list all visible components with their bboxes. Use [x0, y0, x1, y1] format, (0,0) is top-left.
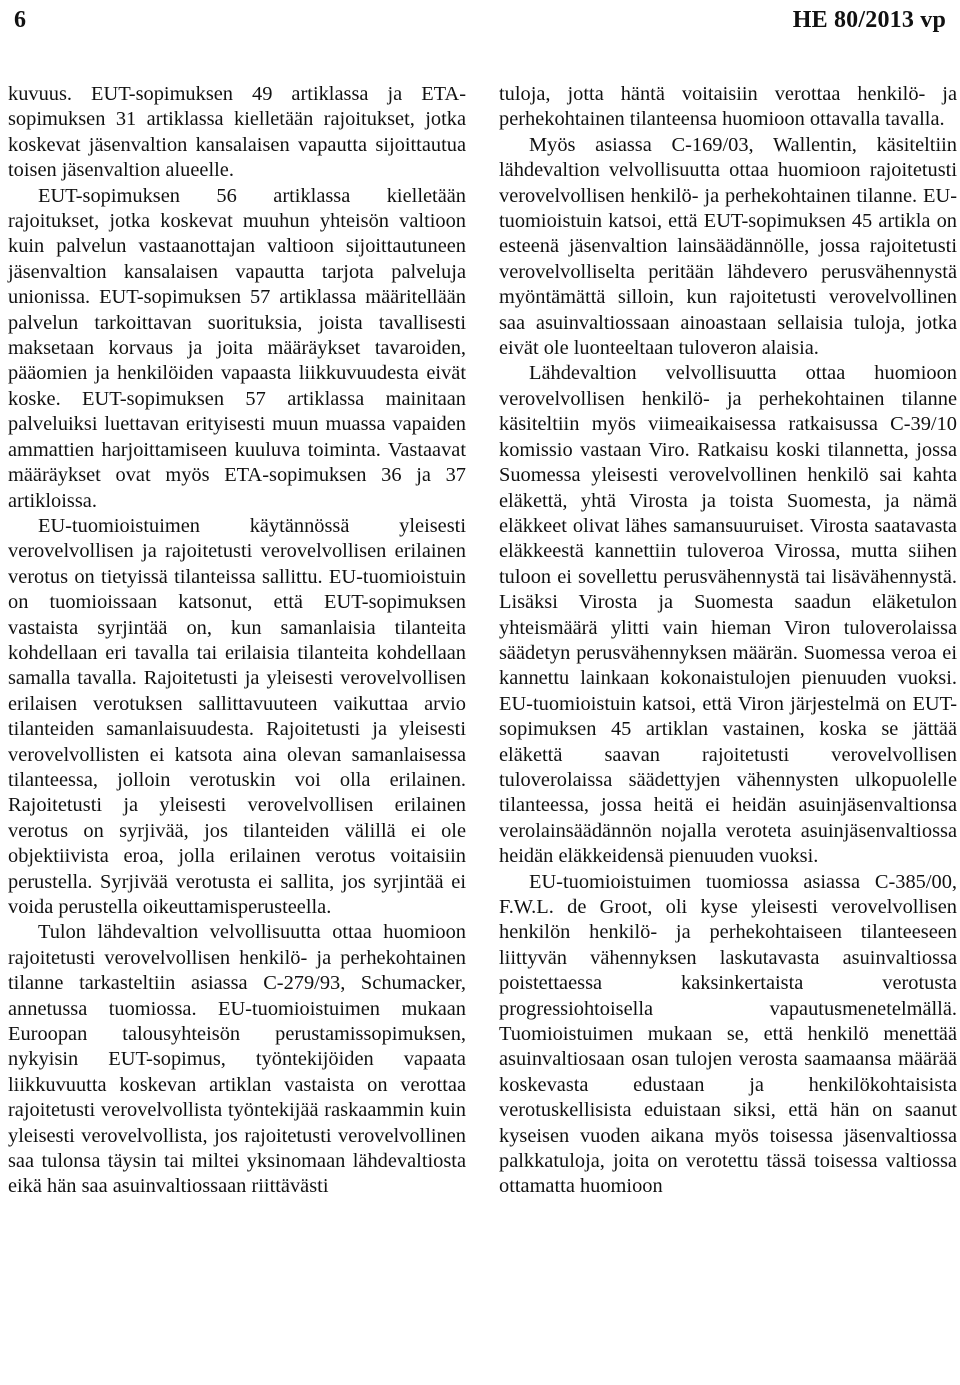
document-id: HE 80/2013 vp: [792, 7, 946, 33]
paragraph: EUT-sopimuksen 56 artiklassa kielletään rajoitukset, jotka koskevat muuhun yhteisön valtioon kuin palvelun vastaanottajan valtioon sijoittautuneen jäsenvaltion kansalaisen vapautta tarjota palveluja unionissa. EUT-sopimuksen 57 artiklassa määritellään palvelun tarkoittavan suorituksia, joista tavallisesti maksetaan korvaus ja joita määräykset tavaroiden, pääomien ja henkilöiden vapaasta liikkuvuudesta eivät koske. EUT-sopimuksen 57 artiklassa mainitaan palveluiksi luettavan erityisesti muun muassa vapaiden ammattien harjoittamiseen kuuluva toiminta. Vastaavat määräykset ovat myös ETA-sopimuksen 36 ja 37 artikloissa.: [8, 184, 466, 512]
page-number: 6: [14, 7, 26, 33]
paragraph: Myös asiassa C-169/03, Wallentin, käsiteltiin lähdevaltion velvollisuutta ottaa huomioon rajoitetusti verovelvollisen henkilö- ja perhekohtainen tilanne. EU-tuomioistuin katsoi, että EUT-sopimuksen 45 artikla on esteenä jäsenvaltion lainsäädännölle, jossa rajoitetusti verovelvolliselta peritään lähdevero perusvähennystä myöntämättä silloin, kun rajoitetusti verovelvollinen saa asuinvaltiossaan ainoastaan sellaisia tuloja, jotka eivät ole luonteeltaan tuloveron alaisia.: [499, 133, 957, 360]
paragraph: tuloja, jotta häntä voitaisiin verottaa henkilö- ja perhekohtainen tilanteensa huomioon ottavalla tavalla.: [499, 83, 957, 131]
paragraph: Tulon lähdevaltion velvollisuutta ottaa huomioon rajoitetusti verovelvollisen henkilö- ja perhekohtainen tilanne tarkasteltiin asiassa C-279/93, Schumacker, annetussa tuomiossa. EU-tuomioistuimen mukaan Euroopan talousyhteisön perustamissopimuksen, nykyisin EUT-sopimus, työntekijöiden vapaata liikkuvuutta koskevan artiklan vastaista on verottaa rajoitetusti verovelvollista työntekijää raskaammin kuin yleisesti verovelvollista, jos rajoitetusti verovelvollinen saa tulonsa täysin tai miltei yksinomaan lähdevaltiosta eikä hän saa asuinvaltiossaan riittävästi: [8, 921, 466, 1198]
right-column: [499, 82, 957, 1200]
left-column: [8, 82, 466, 1200]
paragraph: Lähdevaltion velvollisuutta ottaa huomioon verovelvollisen henkilö- ja perhekohtainen tilanne käsiteltiin myös viimeaikaisessa ratkaisussa C-39/10 komissio vastaan Viro. Ratkaisu koski tilannetta, jossa Suomessa yleisesti verovelvollinen henkilö sai kahta eläkettä, yhtä Virosta ja toista Suomesta, ja nämä eläkkeet olivat lähes samansuuruiset. Virosta saatavasta eläkkeestä kannettiin tuloveroa Virossa, mutta siihen tuloon ei sovellettu perusvähennystä tai lisävähennystä. Lisäksi Virosta ja Suomesta saadun eläketulon yhteismäärä ylitti vain hieman Viron tuloverolaissa säädetyn perusvähennyksen määrän. Suomessa veroa ei kannettu lainkaan kokonaistulojen pienuuden vuoksi. EU-tuomioistuin katsoi, että Viron järjestelmä on EUT-sopimuksen 45 artiklan vastainen, koska se jättää eläkettä saavan rajoitetusti verovelvollisen tuloverolaissa säädettyjen vähennysten ulkopuolelle tilanteessa, jossa heitä ei heidän asuinjäsenvaltionsa verolainsäädännön nojalla veroteta asuinjäsenvaltiossa heidän eläkkeidensä pienuuden vuoksi.: [499, 362, 957, 868]
paragraph: EU-tuomioistuimen tuomiossa asiassa C-385/00, F.W.L. de Groot, oli kyse yleisesti verovelvollisen henkilön henkilö- ja perhekohtaiseen tilanteeseen liittyvän vähennyksen laskutavasta asuinvaltiossa poistettaessa kaksinkertaista verotusta progressiohtoisella vapautusmenetelmällä. Tuomioistuimen mukaan se, että henkilö menettää asuinvaltiosaan osan tulojen verosta saamaansa määrää koskevasta edustaan ja henkilökohtaisista verotuskellisista eduistaan siksi, että hän on saanut kyseisen vuoden aikana myös toisessa jäsenvaltiossa palkkatuloja, joita on verotettu tässä toisessa valtiossa ottamatta huomioon: [499, 870, 957, 1198]
paragraph: EU-tuomioistuimen käytännössä yleisesti verovelvollisen ja rajoitetusti verovelvollisen erilainen verotus on tietyissä tilanteissa sallittu. EU-tuomioistuin on tuomioissaan katsonut, että EUT-sopimuksen vastaista syrjintää on, kun samanlaisia tilanteita kohdellaan eri tavalla tai erilaisia tilanteita kohdellaan samalla tavalla. Rajoitetusti ja yleisesti verovelvollisen erilaisen verotuksen sallittavuuteen vaikuttaa arvio tilanteiden samanlaisuudesta. Rajoitetusti ja yleisesti verovelvollisten ei katsota aina olevan samanlaisessa tilanteessa, jolloin verotuskin voi olla erilainen. Rajoitetusti ja yleisesti verovelvollisen erilainen verotus on syrjivää, jos tilanteiden välillä ei ole objektiivista eroa, jolla erilainen verotus voitaisiin perustella. Syrjivää verotusta ei sallita, jos syrjintää ei voida perustella oikeuttamisperusteella.: [8, 514, 466, 918]
page-header: [8, 2, 952, 38]
paragraph: kuvuus. EUT-sopimuksen 49 artiklassa ja ETA-sopimuksen 31 artiklassa kielletään rajoitukset, jotka koskevat jäsenvaltion kansalaisen vapautta sijoittautua toisen jäsenvaltion alueelle.: [8, 83, 466, 182]
